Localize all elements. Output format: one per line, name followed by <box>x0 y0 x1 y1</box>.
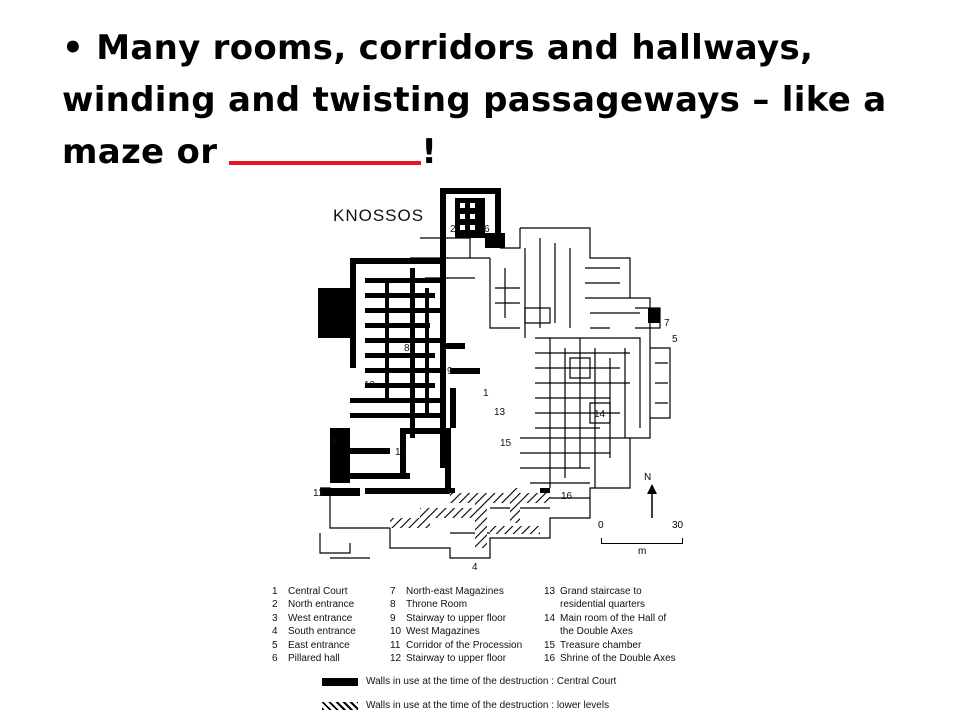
legend-item <box>272 585 356 598</box>
legend-item-text: Stairway to upper floor <box>406 653 507 665</box>
legend-item <box>272 652 356 665</box>
legend-item-number: 11 <box>390 639 401 651</box>
legend-item-text: South entrance <box>288 626 356 638</box>
legend-item-text: North-east Magazines <box>406 586 504 597</box>
legend-item-text: West Magazines <box>406 626 480 638</box>
plan-label-7: 7 <box>664 318 670 329</box>
plan-label-15: 15 <box>500 438 512 449</box>
key-lower-levels-label: Walls in use at the time of the destruction : lower levels <box>366 700 610 711</box>
plan-label-14: 14 <box>594 409 606 420</box>
legend-item-text: West entrance <box>288 612 353 624</box>
north-label: N <box>644 472 652 483</box>
bullet-line-2: winding and twisting passageways – like a <box>62 80 887 120</box>
legend-item <box>544 639 676 652</box>
legend-item-text: Central Court <box>288 586 348 597</box>
plan-label-16: 16 <box>561 491 573 502</box>
legend-item-text: East entrance <box>288 639 350 651</box>
key-central-court-label: Walls in use at the time of the destruction : Central Court <box>366 676 617 687</box>
plan-label-2: 2 <box>450 224 456 235</box>
legend-item-number: 6 <box>272 653 278 665</box>
scale-min: 0 <box>598 520 604 531</box>
legend-item-number: 7 <box>390 586 396 597</box>
legend-item <box>544 598 676 611</box>
legend-item <box>544 585 676 598</box>
legend-item-number: 1 <box>272 586 278 597</box>
legend-item-number: 5 <box>272 639 278 651</box>
legend-column-1 <box>272 585 356 665</box>
legend-item <box>272 639 356 652</box>
legend-item <box>272 612 356 625</box>
scale-line <box>601 538 683 544</box>
fill-in-blank <box>229 131 421 165</box>
north-arrow-icon <box>640 470 664 520</box>
legend-item-number: 15 <box>544 639 556 651</box>
legend-item <box>390 625 522 638</box>
legend-item-number: 16 <box>544 653 556 665</box>
legend-item-text: Pillared hall <box>288 653 340 665</box>
bullet-icon: • <box>62 28 85 68</box>
plan-label-4: 4 <box>472 562 478 573</box>
legend-item <box>272 598 356 611</box>
scale-unit: m <box>638 546 647 557</box>
slide-bullet-text <box>62 22 942 178</box>
legend-item <box>390 639 522 652</box>
legend-column-3 <box>544 585 676 665</box>
legend-item-text: Shrine of the Double Axes <box>560 653 676 665</box>
scale-bar <box>598 520 688 560</box>
legend-item-number: 8 <box>390 599 396 611</box>
plan-label-3: 3 <box>331 436 337 447</box>
legend-item <box>544 625 676 638</box>
legend-item <box>544 652 676 665</box>
legend-item-number: 10 <box>390 626 402 638</box>
plan-label-8: 8 <box>404 343 410 354</box>
bullet-line-3-start: maze or <box>62 132 230 172</box>
legend-item <box>390 585 522 598</box>
legend-item-text: Main room of the Hall of <box>560 612 667 624</box>
legend-item-number: 14 <box>544 612 556 624</box>
legend-item-number: 3 <box>272 612 278 624</box>
solid-wall-swatch <box>322 678 358 686</box>
plan-label-12: 12 <box>395 447 407 458</box>
legend-item-number: 9 <box>390 612 396 624</box>
legend-item-text: residential quarters <box>560 599 646 611</box>
scale-max: 30 <box>672 520 684 531</box>
plan-label-1: 1 <box>483 388 489 399</box>
legend-item-number: 4 <box>272 626 278 638</box>
plan-label-11: 11 <box>313 488 324 499</box>
legend-item <box>390 598 522 611</box>
plan-title: KNOSSOS <box>333 206 425 225</box>
legend-item <box>390 652 522 665</box>
legend-item-number: 12 <box>390 653 402 665</box>
legend-item-text: Treasure chamber <box>560 639 642 651</box>
plan-label-5: 5 <box>672 334 678 345</box>
legend-item-text: North entrance <box>288 599 355 611</box>
legend-item-text: Corridor of the Procession <box>406 639 523 651</box>
legend-item-text: Throne Room <box>406 599 468 611</box>
bullet-line-1: Many rooms, corridors and hallways, <box>96 28 814 68</box>
hatched-wall-swatch <box>322 702 358 710</box>
legend-item <box>544 612 676 625</box>
legend-item <box>272 625 356 638</box>
legend-item-text: Stairway to upper floor <box>406 612 507 624</box>
plan-label-13: 13 <box>494 407 506 418</box>
plan-label-6: 6 <box>484 224 490 235</box>
legend-item-number: 13 <box>544 586 556 597</box>
bullet-line-3-end: ! <box>421 132 438 172</box>
legend-item-text: Grand staircase to <box>560 586 642 597</box>
plan-label-9: 9 <box>447 366 453 377</box>
legend-column-2 <box>390 585 522 665</box>
legend-item-text: the Double Axes <box>560 626 633 638</box>
legend-item <box>390 612 522 625</box>
legend-item-number: 2 <box>272 599 278 611</box>
plan-label-10: 10 <box>364 380 376 391</box>
